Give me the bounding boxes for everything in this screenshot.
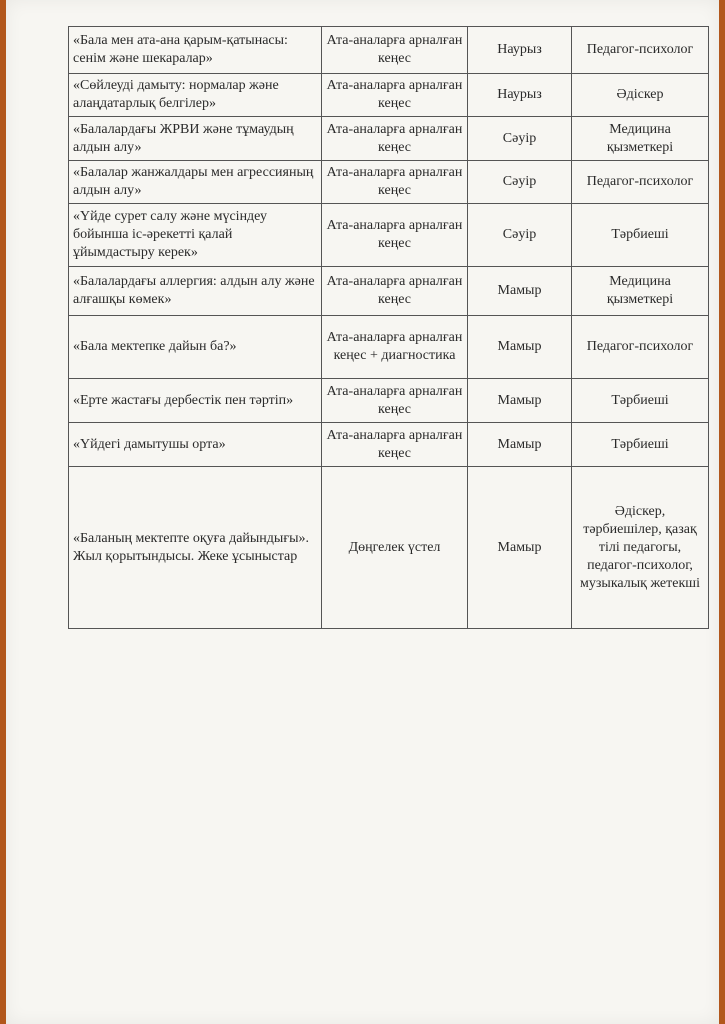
responsible-cell: Тәрбиеші bbox=[572, 379, 709, 423]
month-cell: Сәуір bbox=[468, 204, 572, 267]
responsible-cell: Әдіскер, тәрбиешілер, қазақ тілі педагогы, педагог-психолог, музыкалық жетекші bbox=[572, 467, 709, 629]
form-cell: Ата-аналарға арналған кеңес + диагностика bbox=[322, 316, 468, 379]
table-row bbox=[69, 27, 709, 74]
topic-cell: «Балалардағы аллергия: алдын алу және алғашқы көмек» bbox=[69, 267, 322, 316]
table-row bbox=[69, 467, 709, 629]
topic-cell: «Бала мен ата-ана қарым-қатынасы: сенім және шекаралар» bbox=[69, 27, 322, 74]
topic-cell: «Сөйлеуді дамыту: нормалар және алаңдатарлық белгілер» bbox=[69, 74, 322, 117]
table-row bbox=[69, 74, 709, 117]
topic-cell: «Үйдегі дамытушы орта» bbox=[69, 423, 322, 467]
table-row bbox=[69, 204, 709, 267]
table-row bbox=[69, 267, 709, 316]
parent-consultation-table bbox=[68, 26, 709, 629]
month-cell: Мамыр bbox=[468, 467, 572, 629]
responsible-cell: Медицина қызметкері bbox=[572, 267, 709, 316]
month-cell: Сәуір bbox=[468, 117, 572, 161]
table-row bbox=[69, 316, 709, 379]
topic-cell: «Ерте жастағы дербестік пен тәртіп» bbox=[69, 379, 322, 423]
form-cell: Ата-аналарға арналған кеңес bbox=[322, 74, 468, 117]
form-cell: Ата-аналарға арналған кеңес bbox=[322, 423, 468, 467]
form-cell: Ата-аналарға арналған кеңес bbox=[322, 267, 468, 316]
table-row bbox=[69, 161, 709, 204]
topic-cell: «Балалардағы ЖРВИ және тұмаудың алдын алу» bbox=[69, 117, 322, 161]
month-cell: Мамыр bbox=[468, 267, 572, 316]
responsible-cell: Тәрбиеші bbox=[572, 204, 709, 267]
document-page bbox=[6, 0, 719, 1024]
form-cell: Ата-аналарға арналған кеңес bbox=[322, 117, 468, 161]
responsible-cell: Тәрбиеші bbox=[572, 423, 709, 467]
table-row bbox=[69, 423, 709, 467]
responsible-cell: Педагог-психолог bbox=[572, 161, 709, 204]
responsible-cell: Педагог-психолог bbox=[572, 316, 709, 379]
month-cell: Наурыз bbox=[468, 74, 572, 117]
month-cell: Сәуір bbox=[468, 161, 572, 204]
topic-cell: «Үйде сурет салу және мүсіндеу бойынша іс-әрекетті қалай ұйымдастыру керек» bbox=[69, 204, 322, 267]
month-cell: Мамыр bbox=[468, 423, 572, 467]
form-cell: Ата-аналарға арналған кеңес bbox=[322, 27, 468, 74]
form-cell: Ата-аналарға арналған кеңес bbox=[322, 204, 468, 267]
topic-cell: «Бала мектепке дайын ба?» bbox=[69, 316, 322, 379]
form-cell: Ата-аналарға арналған кеңес bbox=[322, 161, 468, 204]
responsible-cell: Педагог-психолог bbox=[572, 27, 709, 74]
responsible-cell: Әдіскер bbox=[572, 74, 709, 117]
form-cell: Ата-аналарға арналған кеңес bbox=[322, 379, 468, 423]
topic-cell: «Баланың мектепте оқуға дайындығы». Жыл қорытындысы. Жеке ұсыныстар bbox=[69, 467, 322, 629]
month-cell: Мамыр bbox=[468, 379, 572, 423]
table-row bbox=[69, 379, 709, 423]
table-row bbox=[69, 117, 709, 161]
form-cell: Дөңгелек үстел bbox=[322, 467, 468, 629]
topic-cell: «Балалар жанжалдары мен агрессияның алдын алу» bbox=[69, 161, 322, 204]
month-cell: Наурыз bbox=[468, 27, 572, 74]
responsible-cell: Медицина қызметкері bbox=[572, 117, 709, 161]
month-cell: Мамыр bbox=[468, 316, 572, 379]
